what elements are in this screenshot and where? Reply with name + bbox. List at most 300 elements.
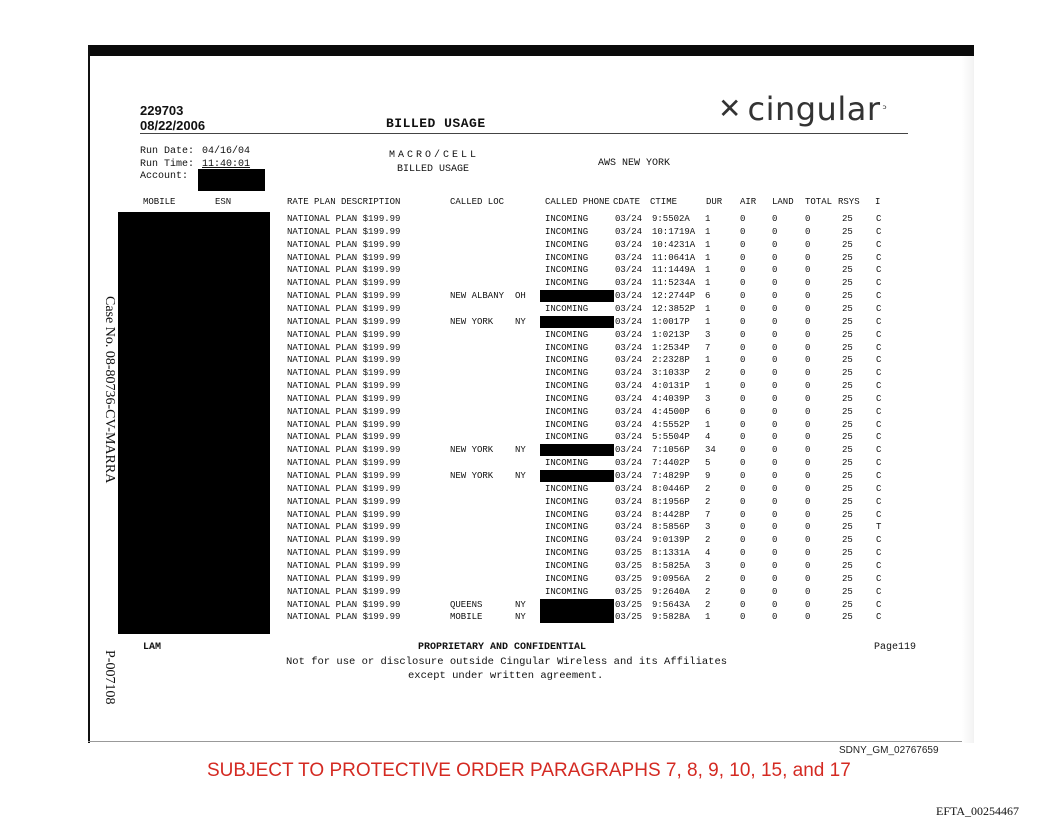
row-total: 0 — [805, 406, 811, 417]
row-land: 0 — [772, 381, 778, 392]
row-cdate: 03/24 — [615, 316, 643, 327]
row-air: 0 — [740, 471, 746, 481]
row-land: 0 — [772, 316, 778, 327]
footer-notice-line1: Not for use or disclosure outside Cingular Wireless and its Affiliates — [286, 656, 728, 668]
called-phone-redaction — [540, 599, 614, 611]
row-plan: NATIONAL PLAN $199.99 — [287, 535, 401, 546]
row-dur: 6 — [705, 291, 711, 302]
row-total: 0 — [805, 445, 811, 456]
row-dur: 4 — [705, 548, 711, 559]
table-row — [0, 457, 1062, 469]
header-divider — [140, 133, 908, 134]
row-i: C — [876, 496, 882, 507]
row-ctime: 1:0213P — [652, 329, 690, 340]
row-i: C — [876, 303, 882, 314]
row-cdate: 03/24 — [615, 445, 643, 456]
row-air: 0 — [740, 445, 746, 456]
row-cdate: 03/24 — [615, 483, 643, 494]
table-row — [0, 470, 1062, 482]
row-air: 0 — [740, 303, 746, 314]
row-called-phone: INCOMING — [545, 573, 589, 584]
row-cdate: 03/24 — [615, 355, 643, 366]
row-land: 0 — [772, 226, 778, 237]
row-i: C — [876, 458, 882, 469]
row-total: 0 — [805, 265, 811, 276]
row-ctime: 4:5552P — [652, 419, 690, 430]
row-plan: NATIONAL PLAN $199.99 — [287, 355, 401, 366]
row-total: 0 — [805, 393, 811, 404]
row-dur: 1 — [705, 252, 711, 263]
row-land: 0 — [772, 586, 778, 597]
called-phone-redaction — [540, 290, 614, 302]
row-i: C — [876, 393, 882, 404]
scan-top-border — [88, 45, 974, 56]
row-plan: NATIONAL PLAN $199.99 — [287, 599, 401, 610]
row-called-phone: INCOMING — [545, 548, 589, 559]
row-total: 0 — [805, 419, 811, 430]
row-total: 0 — [805, 509, 811, 520]
row-air: 0 — [740, 419, 746, 430]
row-cdate: 03/25 — [615, 560, 643, 571]
row-i: C — [876, 368, 882, 379]
table-row — [0, 599, 1062, 611]
col-total: TOTAL — [805, 197, 833, 207]
row-land: 0 — [772, 329, 778, 340]
row-ctime: 1:0017P — [652, 316, 690, 327]
row-plan: NATIONAL PLAN $199.99 — [287, 432, 401, 443]
row-air: 0 — [740, 368, 746, 379]
row-total: 0 — [805, 291, 811, 302]
row-total: 0 — [805, 432, 811, 443]
table-row — [0, 547, 1062, 559]
row-plan: NATIONAL PLAN $199.99 — [287, 214, 401, 224]
table-row — [0, 431, 1062, 443]
row-plan: NATIONAL PLAN $199.99 — [287, 291, 401, 302]
row-cdate: 03/24 — [615, 406, 643, 417]
row-ctime: 8:4428P — [652, 509, 690, 520]
row-cdate: 03/24 — [615, 226, 643, 237]
row-rsys: 25 — [842, 329, 853, 340]
row-ctime: 8:0446P — [652, 483, 690, 494]
table-row — [0, 226, 1062, 238]
row-cdate: 03/24 — [615, 278, 643, 289]
table-row — [0, 303, 1062, 315]
row-air: 0 — [740, 458, 746, 469]
row-ctime: 8:5825A — [652, 560, 690, 571]
row-rsys: 25 — [842, 419, 853, 430]
table-row — [0, 406, 1062, 418]
row-i: C — [876, 432, 882, 443]
row-plan: NATIONAL PLAN $199.99 — [287, 278, 401, 289]
row-called-phone: INCOMING — [545, 214, 589, 224]
row-rsys: 25 — [842, 471, 853, 481]
row-i: C — [876, 612, 882, 623]
row-total: 0 — [805, 355, 811, 366]
row-rsys: 25 — [842, 445, 853, 456]
row-called-loc: QUEENS — [450, 599, 483, 610]
row-total: 0 — [805, 226, 811, 237]
row-called-phone: INCOMING — [545, 342, 589, 353]
account-label: Account: — [140, 171, 189, 182]
footer-lam: LAM — [143, 642, 162, 653]
report-region: AWS NEW YORK — [598, 158, 671, 169]
logo-text: cingular — [747, 90, 881, 128]
table-row — [0, 611, 1062, 623]
row-called-phone: INCOMING — [545, 226, 589, 237]
row-air: 0 — [740, 278, 746, 289]
row-land: 0 — [772, 599, 778, 610]
footer-page: Page119 — [874, 642, 917, 653]
row-cdate: 03/24 — [615, 471, 643, 481]
row-called-state: NY — [515, 612, 526, 623]
row-cdate: 03/24 — [615, 342, 643, 353]
row-total: 0 — [805, 214, 811, 224]
row-plan: NATIONAL PLAN $199.99 — [287, 573, 401, 584]
row-rsys: 25 — [842, 483, 853, 494]
row-rsys: 25 — [842, 214, 853, 224]
row-rsys: 25 — [842, 560, 853, 571]
row-rsys: 25 — [842, 599, 853, 610]
row-air: 0 — [740, 586, 746, 597]
row-plan: NATIONAL PLAN $199.99 — [287, 445, 401, 456]
row-cdate: 03/25 — [615, 548, 643, 559]
row-air: 0 — [740, 599, 746, 610]
row-air: 0 — [740, 291, 746, 302]
row-called-phone: INCOMING — [545, 355, 589, 366]
row-dur: 2 — [705, 573, 711, 584]
page-id-number: P-007108 — [102, 650, 117, 705]
row-ctime: 9:0956A — [652, 573, 690, 584]
row-air: 0 — [740, 560, 746, 571]
row-called-phone: INCOMING — [545, 406, 589, 417]
run-time-value: 11:40:01 — [202, 158, 251, 170]
row-i: C — [876, 291, 882, 302]
row-dur: 5 — [705, 458, 711, 469]
row-air: 0 — [740, 355, 746, 366]
row-air: 0 — [740, 214, 746, 224]
table-row — [0, 380, 1062, 392]
row-ctime: 1:2534P — [652, 342, 690, 353]
page-title: BILLED USAGE — [386, 116, 486, 131]
row-dur: 2 — [705, 535, 711, 546]
scan-bottom-border — [88, 741, 974, 742]
table-row — [0, 573, 1062, 585]
row-dur: 1 — [705, 265, 711, 276]
row-called-phone: INCOMING — [545, 496, 589, 507]
row-land: 0 — [772, 252, 778, 263]
called-phone-redaction — [540, 611, 614, 623]
row-i: C — [876, 239, 882, 250]
row-dur: 3 — [705, 393, 711, 404]
row-dur: 7 — [705, 342, 711, 353]
row-cdate: 03/24 — [615, 381, 643, 392]
row-air: 0 — [740, 522, 746, 533]
row-cdate: 03/24 — [615, 303, 643, 314]
row-plan: NATIONAL PLAN $199.99 — [287, 342, 401, 353]
row-cdate: 03/24 — [615, 535, 643, 546]
row-ctime: 8:5856P — [652, 522, 690, 533]
row-ctime: 7:4402P — [652, 458, 690, 469]
row-i: C — [876, 342, 882, 353]
row-plan: NATIONAL PLAN $199.99 — [287, 303, 401, 314]
row-air: 0 — [740, 381, 746, 392]
row-rsys: 25 — [842, 612, 853, 623]
row-ctime: 9:0139P — [652, 535, 690, 546]
row-rsys: 25 — [842, 548, 853, 559]
row-plan: NATIONAL PLAN $199.99 — [287, 509, 401, 520]
col-rsys: RSYS — [838, 197, 860, 207]
row-called-phone: INCOMING — [545, 393, 589, 404]
row-land: 0 — [772, 509, 778, 520]
row-i: C — [876, 586, 882, 597]
col-land: LAND — [772, 197, 794, 207]
row-air: 0 — [740, 548, 746, 559]
row-plan: NATIONAL PLAN $199.99 — [287, 419, 401, 430]
row-land: 0 — [772, 483, 778, 494]
row-dur: 34 — [705, 445, 716, 456]
row-dur: 2 — [705, 586, 711, 597]
row-i: C — [876, 419, 882, 430]
row-rsys: 25 — [842, 496, 853, 507]
row-called-phone: INCOMING — [545, 432, 589, 443]
row-air: 0 — [740, 342, 746, 353]
table-row — [0, 252, 1062, 264]
row-ctime: 12:3852P — [652, 303, 696, 314]
row-total: 0 — [805, 368, 811, 379]
row-total: 0 — [805, 522, 811, 533]
row-land: 0 — [772, 406, 778, 417]
row-i: T — [876, 522, 882, 533]
table-row — [0, 329, 1062, 341]
row-plan: NATIONAL PLAN $199.99 — [287, 496, 401, 507]
bates-efta: EFTA_00254467 — [936, 804, 1020, 818]
run-date-value: 04/16/04 — [202, 146, 251, 157]
table-row — [0, 239, 1062, 251]
table-row — [0, 264, 1062, 276]
row-dur: 3 — [705, 522, 711, 533]
row-called-phone: INCOMING — [545, 535, 589, 546]
row-i: C — [876, 252, 882, 263]
row-cdate: 03/24 — [615, 458, 643, 469]
row-land: 0 — [772, 291, 778, 302]
row-called-phone: INCOMING — [545, 278, 589, 289]
table-row — [0, 290, 1062, 302]
row-i: C — [876, 509, 882, 520]
row-cdate: 03/24 — [615, 522, 643, 533]
row-dur: 1 — [705, 278, 711, 289]
row-ctime: 11:1449A — [652, 265, 696, 276]
row-dur: 2 — [705, 496, 711, 507]
row-called-phone: INCOMING — [545, 586, 589, 597]
row-total: 0 — [805, 278, 811, 289]
table-row — [0, 277, 1062, 289]
called-phone-redaction — [540, 470, 614, 482]
row-i: C — [876, 483, 882, 494]
row-ctime: 10:1719A — [652, 226, 696, 237]
table-row — [0, 316, 1062, 328]
row-called-phone: INCOMING — [545, 329, 589, 340]
row-called-phone: INCOMING — [545, 560, 589, 571]
cingular-logo — [718, 90, 887, 128]
row-air: 0 — [740, 535, 746, 546]
row-ctime: 8:1956P — [652, 496, 690, 507]
row-plan: NATIONAL PLAN $199.99 — [287, 239, 401, 250]
row-i: C — [876, 573, 882, 584]
row-cdate: 03/24 — [615, 265, 643, 276]
col-rate-plan: RATE PLAN DESCRIPTION — [287, 197, 401, 207]
row-ctime: 9:2640A — [652, 586, 690, 597]
row-air: 0 — [740, 316, 746, 327]
row-rsys: 25 — [842, 278, 853, 289]
row-land: 0 — [772, 445, 778, 456]
col-i: I — [875, 197, 881, 207]
row-rsys: 25 — [842, 406, 853, 417]
row-ctime: 9:5643A — [652, 599, 690, 610]
row-land: 0 — [772, 368, 778, 379]
table-row — [0, 521, 1062, 533]
row-total: 0 — [805, 316, 811, 327]
table-row — [0, 419, 1062, 431]
row-plan: NATIONAL PLAN $199.99 — [287, 381, 401, 392]
row-air: 0 — [740, 239, 746, 250]
row-called-phone: INCOMING — [545, 252, 589, 263]
row-plan: NATIONAL PLAN $199.99 — [287, 406, 401, 417]
table-row — [0, 367, 1062, 379]
row-rsys: 25 — [842, 432, 853, 443]
protective-order-stamp: SUBJECT TO PROTECTIVE ORDER PARAGRAPHS 7, 8, 9, 10, 15, and 17 — [207, 760, 851, 781]
col-ctime: CTIME — [650, 197, 678, 207]
row-land: 0 — [772, 522, 778, 533]
row-total: 0 — [805, 471, 811, 481]
row-called-state: NY — [515, 599, 526, 610]
row-air: 0 — [740, 496, 746, 507]
row-plan: NATIONAL PLAN $199.99 — [287, 252, 401, 263]
row-land: 0 — [772, 355, 778, 366]
row-ctime: 9:5828A — [652, 612, 690, 623]
row-land: 0 — [772, 432, 778, 443]
row-plan: NATIONAL PLAN $199.99 — [287, 226, 401, 237]
row-dur: 3 — [705, 560, 711, 571]
row-called-state: OH — [515, 291, 526, 302]
row-rsys: 25 — [842, 291, 853, 302]
row-cdate: 03/25 — [615, 599, 643, 610]
row-air: 0 — [740, 483, 746, 494]
row-total: 0 — [805, 599, 811, 610]
footer-proprietary: PROPRIETARY AND CONFIDENTIAL — [418, 642, 587, 653]
row-land: 0 — [772, 239, 778, 250]
called-phone-redaction — [540, 316, 614, 328]
logo-trademark-icon: ᵓ — [882, 102, 887, 116]
called-phone-redaction — [540, 444, 614, 456]
row-dur: 1 — [705, 381, 711, 392]
row-ctime: 7:1056P — [652, 445, 690, 456]
row-ctime: 10:4231A — [652, 239, 696, 250]
row-dur: 1 — [705, 226, 711, 237]
row-total: 0 — [805, 342, 811, 353]
row-called-phone: INCOMING — [545, 522, 589, 533]
row-total: 0 — [805, 535, 811, 546]
run-time-label: Run Time: — [140, 158, 195, 170]
row-land: 0 — [772, 548, 778, 559]
row-plan: NATIONAL PLAN $199.99 — [287, 586, 401, 597]
row-called-phone: INCOMING — [545, 239, 589, 250]
row-dur: 2 — [705, 483, 711, 494]
row-rsys: 25 — [842, 316, 853, 327]
cingular-jack-icon: ✕ — [718, 92, 742, 125]
row-called-phone: INCOMING — [545, 265, 589, 276]
row-ctime: 11:5234A — [652, 278, 696, 289]
bates-sdny: SDNY_GM_02767659 — [839, 745, 939, 756]
col-called-loc: CALLED LOC — [450, 197, 505, 207]
row-total: 0 — [805, 303, 811, 314]
row-total: 0 — [805, 458, 811, 469]
row-air: 0 — [740, 432, 746, 443]
row-dur: 7 — [705, 509, 711, 520]
table-row — [0, 496, 1062, 508]
row-land: 0 — [772, 265, 778, 276]
row-rsys: 25 — [842, 393, 853, 404]
row-called-phone: INCOMING — [545, 509, 589, 520]
row-ctime: 2:2328P — [652, 355, 690, 366]
row-rsys: 25 — [842, 535, 853, 546]
row-rsys: 25 — [842, 355, 853, 366]
table-row — [0, 213, 1062, 225]
row-rsys: 25 — [842, 265, 853, 276]
row-rsys: 25 — [842, 522, 853, 533]
row-total: 0 — [805, 381, 811, 392]
row-land: 0 — [772, 458, 778, 469]
row-ctime: 9:5502A — [652, 214, 690, 224]
row-ctime: 12:2744P — [652, 291, 696, 302]
row-i: C — [876, 535, 882, 546]
row-land: 0 — [772, 612, 778, 623]
row-air: 0 — [740, 252, 746, 263]
row-ctime: 7:4829P — [652, 471, 690, 481]
row-dur: 1 — [705, 419, 711, 430]
row-cdate: 03/24 — [615, 329, 643, 340]
case-number: Case No. 08-80736-CV-MARRA — [102, 296, 117, 484]
row-cdate: 03/25 — [615, 612, 643, 623]
row-dur: 1 — [705, 612, 711, 623]
row-dur: 1 — [705, 239, 711, 250]
row-dur: 1 — [705, 355, 711, 366]
row-rsys: 25 — [842, 586, 853, 597]
table-row — [0, 560, 1062, 572]
row-i: C — [876, 329, 882, 340]
row-i: C — [876, 278, 882, 289]
row-dur: 9 — [705, 471, 711, 481]
row-plan: NATIONAL PLAN $199.99 — [287, 522, 401, 533]
row-called-phone: INCOMING — [545, 381, 589, 392]
row-rsys: 25 — [842, 381, 853, 392]
row-called-phone: INCOMING — [545, 303, 589, 314]
row-called-loc: NEW YORK — [450, 471, 494, 481]
row-dur: 4 — [705, 432, 711, 443]
row-called-phone: INCOMING — [545, 458, 589, 469]
row-cdate: 03/25 — [615, 586, 643, 597]
report-billed-usage: BILLED USAGE — [397, 164, 470, 175]
document-id-number: 229703 — [140, 103, 184, 118]
row-cdate: 03/24 — [615, 252, 643, 263]
row-total: 0 — [805, 586, 811, 597]
row-total: 0 — [805, 239, 811, 250]
row-cdate: 03/24 — [615, 419, 643, 430]
row-rsys: 25 — [842, 226, 853, 237]
table-row — [0, 354, 1062, 366]
row-cdate: 03/24 — [615, 509, 643, 520]
row-land: 0 — [772, 342, 778, 353]
row-rsys: 25 — [842, 509, 853, 520]
